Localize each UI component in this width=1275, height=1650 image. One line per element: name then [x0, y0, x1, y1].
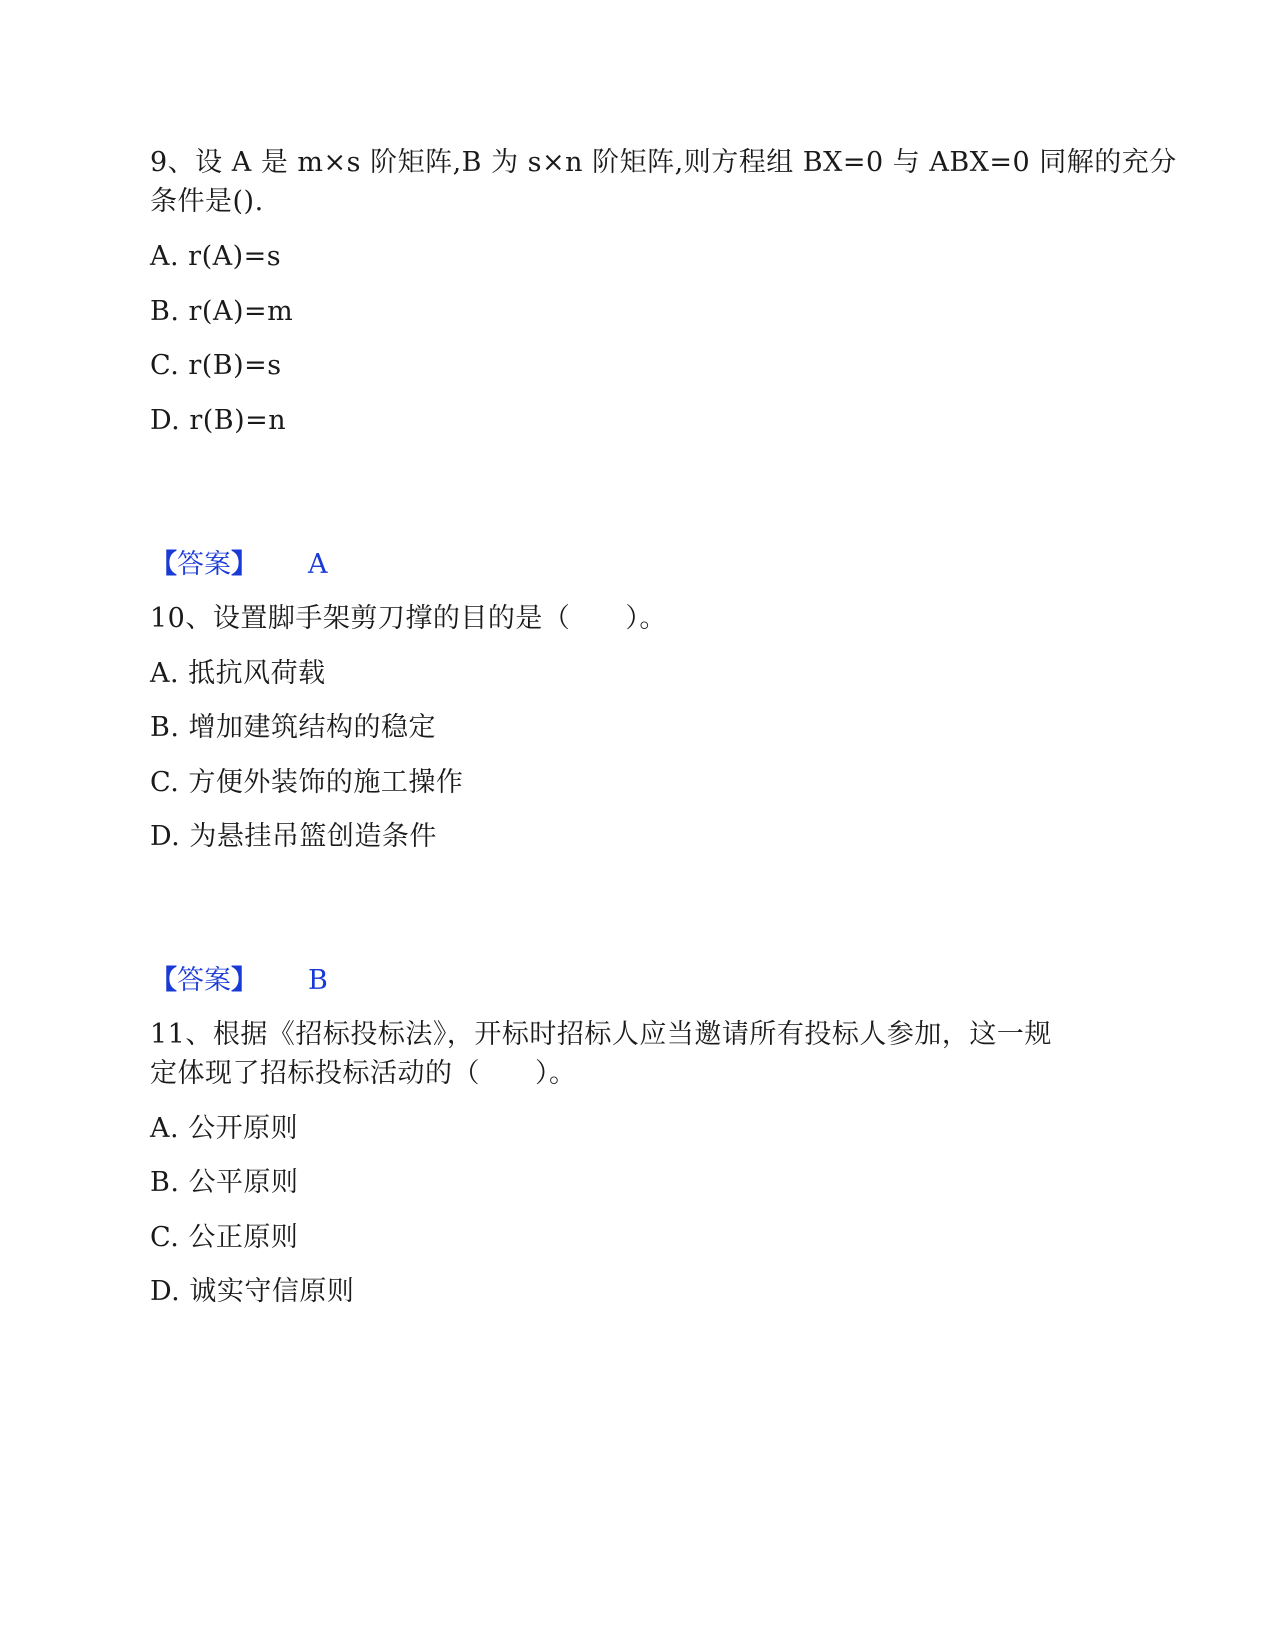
answer-bracket-right: 】 — [231, 965, 258, 996]
question-9-stem-line-2: 条件是(). — [150, 186, 264, 217]
question-10-option-a: A. 抵抗风荷载 — [150, 658, 326, 689]
question-11-option-c: C. 公正原则 — [150, 1222, 299, 1253]
answer-label: 答案 — [177, 965, 231, 996]
question-10-option-d: D. 为悬挂吊篮创造条件 — [150, 821, 437, 852]
answer-bracket-left: 【 — [150, 549, 177, 580]
question-11-stem-line-2: 定体现了招标投标活动的（ ）。 — [150, 1058, 577, 1089]
question-9-answer — [150, 545, 328, 585]
question-10-option-c: C. 方便外装饰的施工操作 — [150, 767, 464, 798]
answer-value: A — [308, 549, 328, 580]
question-9-option-b: B. r(A)=m — [150, 296, 294, 327]
answer-value: B — [308, 965, 328, 996]
question-11-option-a: A. 公开原则 — [150, 1113, 299, 1144]
question-9-stem-line-1: 9、设 A 是 m×s 阶矩阵,B 为 s×n 阶矩阵,则方程组 BX=0 与 ABX=0 同解的充分 — [150, 147, 1177, 178]
question-9-option-c: C. r(B)=s — [150, 350, 282, 381]
answer-label: 答案 — [177, 549, 231, 580]
question-10-answer — [150, 961, 328, 1001]
question-11-stem-line-1: 11、根据《招标投标法》，开标时招标人应当邀请所有投标人参加，这一规 — [150, 1019, 1052, 1050]
question-10-option-b: B. 增加建筑结构的稳定 — [150, 712, 437, 743]
answer-bracket-left: 【 — [150, 965, 177, 996]
answer-bracket-right: 】 — [231, 549, 258, 580]
question-11-option-d: D. 诚实守信原则 — [150, 1276, 355, 1307]
question-9-option-a: A. r(A)=s — [150, 241, 282, 272]
question-10-stem: 10、设置脚手架剪刀撑的目的是（ ）。 — [150, 603, 667, 634]
question-9-option-d: D. r(B)=n — [150, 405, 287, 436]
question-11-option-b: B. 公平原则 — [150, 1167, 299, 1198]
